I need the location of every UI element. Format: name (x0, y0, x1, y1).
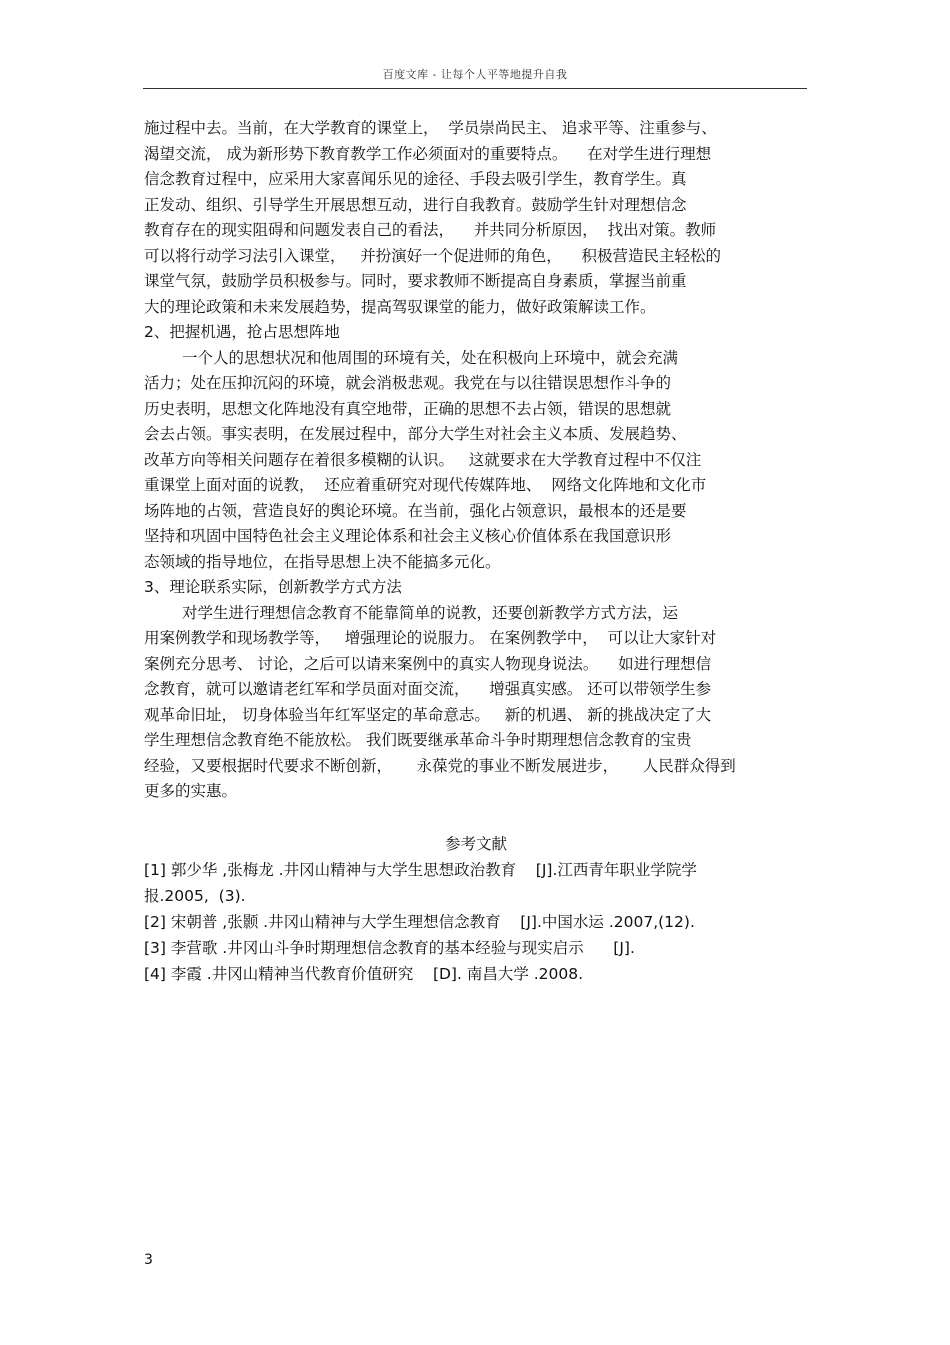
reference-item: 报.2005, (3). (144, 886, 246, 905)
text-line: 历史表明，思想文化阵地没有真空地带，正确的思想不去占领，错误的思想就 (144, 399, 672, 418)
text-line: 案例充分思考、 讨论，之后可以请来案例中的真实人物现身说法。 如进行理想信 (144, 654, 712, 673)
text-line: 可以将行动学习法引入课堂， 并扮演好一个促进师的角色， 积极营造民主轻松的 (144, 246, 721, 265)
reference-item: [3] 李营歌 .井冈山斗争时期理想信念教育的基本经验与现实启示 [J]. (144, 938, 635, 957)
paragraph-1 (144, 116, 808, 320)
header-divider (143, 88, 807, 89)
text-line: 场阵地的占领，营造良好的舆论环境。在当前，强化占领意识，最根本的还是要 (144, 501, 687, 520)
text-line: 观革命旧址， 切身体验当年红军坚定的革命意志。 新的机遇、 新的挑战决定了大 (144, 705, 712, 724)
text-line: 大的理论政策和未来发展趋势，提高驾驭课堂的能力，做好政策解读工作。 (144, 297, 656, 316)
text-line: 重课堂上面对面的说教， 还应着重研究对现代传媒阵地、 网络文化阵地和文化市 (144, 476, 707, 494)
text-line: 坚持和巩固中国特色社会主义理论体系和社会主义核心价值体系在我国意识形 (144, 527, 672, 545)
text-line: 改革方向等相关问题存在着很多模糊的认识。 这就要求在大学教育过程中不仅注 (144, 450, 702, 469)
paragraph-3 (144, 601, 808, 805)
text-line: 一个人的思想状况和他周围的环境有关，处在积极向上环境中，就会充满 (182, 348, 679, 367)
section-heading-2: 2、把握机遇，抢占思想阵地 (144, 323, 340, 341)
page-number: 3 (144, 1252, 153, 1268)
text-line: 对学生进行理想信念教育不能靠简单的说教，还要创新教学方式方法，运 (182, 603, 679, 622)
references-section (144, 831, 808, 987)
text-line: 学生理想信念教育绝不能放松。 我们既要继承革命斗争时期理想信念教育的宝贵 (144, 731, 692, 749)
text-line: 课堂气氛，鼓励学员积极参与。同时，要求教师不断提高自身素质，掌握当前重 (144, 272, 687, 290)
text-line: 活力；处在压抑沉闷的环境，就会消极悲观。我党在与以往错误思想作斗争的 (144, 374, 672, 392)
text-line: 正发动、组织、引导学生开展思想互动，进行自我教育。鼓励学生针对理想信念 (144, 195, 687, 214)
paragraph-2 (144, 346, 808, 576)
text-line: 态领域的指导地位，在指导思想上决不能搞多元化。 (144, 552, 501, 571)
text-line: 会去占领。事实表明，在发展过程中，部分大学生对社会主义本质、发展趋势、 (144, 425, 687, 443)
section-spacer (144, 805, 808, 831)
references-title: 参考文献 (444, 834, 507, 853)
page-header: 百度文库 - 让每个人平等地提升自我 (382, 68, 568, 81)
section-heading-3: 3、理论联系实际，创新教学方式方法 (144, 578, 402, 596)
text-line: 用案例教学和现场教学等， 增强理论的说服力。 在案例教学中， 可以让大家针对 (144, 629, 717, 647)
reference-item: [4] 李霞 .井冈山精神当代教育价值研究 [D]. 南昌大学 .2008. (144, 964, 584, 983)
text-line: 念教育，就可以邀请老红军和学员面对面交流， 增强真实感。 还可以带领学生参 (144, 680, 712, 698)
reference-item: [1] 郭少华 ,张梅龙 .井冈山精神与大学生思想政治教育 [J].江西青年职业学院学 (144, 860, 697, 879)
text-line: 经验，又要根据时代要求不断创新， 永葆党的事业不断发展进步， 人民群众得到 (144, 756, 736, 775)
text-line: 教育存在的现实阻碍和问题发表自己的看法， 并共同分析原因， 找出对策。教师 (144, 221, 717, 239)
text-line: 信念教育过程中，应采用大家喜闻乐见的途径、手段去吸引学生，教育学生。真 (144, 170, 687, 188)
document-body (144, 116, 808, 987)
text-line: 渴望交流， 成为新形势下教育教学工作必须面对的重要特点。 在对学生进行理想 (144, 144, 712, 163)
reference-item: [2] 宋朝普 ,张颢 .井冈山精神与大学生理想信念教育 [J].中国水运 .2007,(12). (144, 912, 695, 931)
text-line: 更多的实惠。 (144, 782, 238, 800)
text-line: 施过程中去。当前，在大学教育的课堂上， 学员崇尚民主、 追求平等、注重参与、 (144, 119, 717, 137)
